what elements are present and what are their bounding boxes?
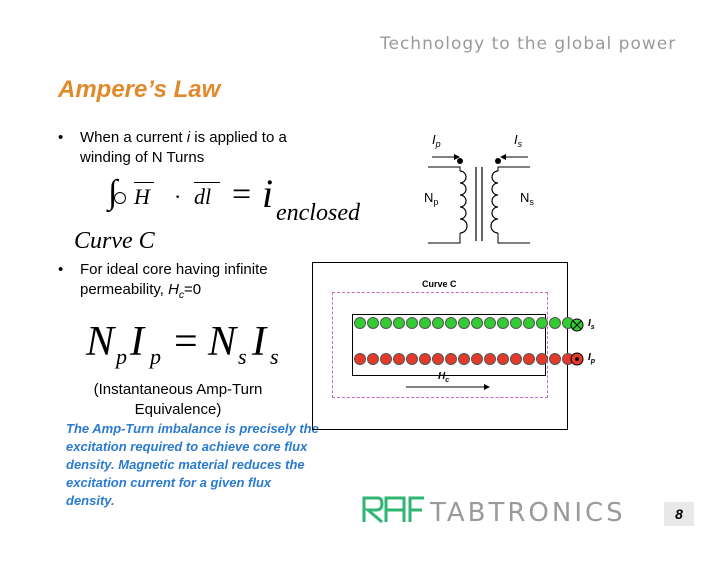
secondary-conductor bbox=[484, 317, 496, 329]
secondary-lead-top bbox=[498, 167, 530, 171]
secondary-lead-bottom bbox=[498, 233, 530, 243]
header-tagline: Technology to the global power bbox=[380, 34, 677, 54]
primary-conductor bbox=[523, 353, 535, 365]
note-text: The Amp-Turn imbalance is precisely the excitation required to achieve core flux density. Magnetic material reduces the excitation current for a given flux density. bbox=[66, 421, 319, 508]
primary-conductor bbox=[419, 353, 431, 365]
formula-dot: · bbox=[174, 184, 182, 209]
formula2-Ns-sub: s bbox=[238, 344, 247, 369]
primary-conductors-row bbox=[354, 353, 574, 367]
secondary-conductor bbox=[406, 317, 418, 329]
raf-logo-icon bbox=[360, 494, 428, 524]
contour-circle bbox=[114, 192, 126, 204]
formula-H: H bbox=[134, 184, 150, 209]
ip-legend-icon bbox=[570, 352, 584, 366]
formula-enclosed: enclosed bbox=[276, 200, 360, 226]
primary-conductor bbox=[484, 353, 496, 365]
secondary-conductor bbox=[549, 317, 561, 329]
bullet-2-line1: For ideal core having infinite bbox=[80, 261, 268, 278]
hc-arrow bbox=[404, 382, 490, 392]
primary-conductor bbox=[536, 353, 548, 365]
formula2-Np-N: N bbox=[86, 319, 115, 365]
transformer-schematic bbox=[420, 125, 570, 255]
is-legend-label: $I_s$ bbox=[588, 318, 595, 331]
secondary-conductor bbox=[354, 317, 366, 329]
bullet-dot: • bbox=[58, 261, 64, 278]
secondary-conductor bbox=[419, 317, 431, 329]
primary-conductor bbox=[458, 353, 470, 365]
secondary-conductor bbox=[510, 317, 522, 329]
formula2-equals: = bbox=[174, 319, 198, 365]
is-legend-icon bbox=[570, 318, 584, 332]
primary-conductor bbox=[367, 353, 379, 365]
bullet-2 bbox=[58, 260, 268, 306]
primary-conductor bbox=[497, 353, 509, 365]
primary-conductor bbox=[510, 353, 522, 365]
formula-dl: dl bbox=[194, 184, 212, 209]
core-curve-label: Curve C bbox=[422, 279, 457, 289]
formula2-Is-sub: s bbox=[270, 344, 279, 369]
vector-bar-h bbox=[134, 182, 154, 183]
bullet-2-line2-a: permeability, bbox=[80, 281, 169, 298]
primary-coil bbox=[460, 171, 467, 233]
contour-integral-sign: ∫ bbox=[108, 174, 118, 211]
bullet-2-line2-b: =0 bbox=[183, 281, 202, 298]
secondary-conductor bbox=[536, 317, 548, 329]
np-label: $N_p$ bbox=[424, 190, 439, 207]
secondary-conductor bbox=[471, 317, 483, 329]
primary-dot bbox=[457, 158, 463, 164]
bullet-2-sub: c bbox=[178, 290, 184, 301]
bullet-1-text-a: When a current bbox=[80, 129, 187, 146]
primary-conductor bbox=[471, 353, 483, 365]
ip-label: $I_p$ bbox=[432, 132, 441, 149]
formula2-Ip-I: I bbox=[130, 319, 144, 365]
primary-conductor bbox=[406, 353, 418, 365]
secondary-conductor bbox=[367, 317, 379, 329]
hc-arrowhead bbox=[484, 384, 490, 390]
amp-turn-formula bbox=[86, 318, 306, 378]
bullet-1 bbox=[58, 128, 287, 168]
secondary-coil bbox=[491, 171, 498, 233]
primary-conductor bbox=[354, 353, 366, 365]
primary-conductor bbox=[549, 353, 561, 365]
formula-i: i bbox=[262, 171, 274, 216]
equivalence-line2: Equivalence) bbox=[134, 401, 222, 418]
primary-conductor bbox=[380, 353, 392, 365]
secondary-conductor bbox=[497, 317, 509, 329]
ampere-law-formula bbox=[100, 170, 390, 232]
bullet-1-text-b: is applied to a bbox=[190, 129, 287, 146]
secondary-conductor bbox=[380, 317, 392, 329]
bullet-1-var: i bbox=[186, 129, 191, 146]
is-label: $I_s$ bbox=[514, 132, 523, 149]
secondary-conductor bbox=[393, 317, 405, 329]
secondary-conductor bbox=[523, 317, 535, 329]
secondary-conductor bbox=[432, 317, 444, 329]
logo-text: TABTRONICS bbox=[430, 498, 626, 528]
vector-bar-dl bbox=[194, 182, 220, 183]
page-number: 8 bbox=[664, 502, 694, 526]
primary-conductor bbox=[393, 353, 405, 365]
formula2-Np-sub: p bbox=[116, 344, 127, 369]
equivalence-line1: (Instantaneous Amp-Turn bbox=[93, 381, 263, 398]
formula2-Is-I: I bbox=[252, 319, 266, 365]
bullet-2-var: H bbox=[168, 281, 179, 298]
secondary-conductors-row bbox=[354, 317, 574, 331]
formula2-Ip-sub: p bbox=[150, 344, 161, 369]
primary-lead-bottom bbox=[428, 233, 460, 243]
bullet-1-line2: winding of N Turns bbox=[80, 149, 205, 166]
ns-label: $N_s$ bbox=[520, 190, 534, 207]
hc-label: $H_c$ bbox=[438, 371, 450, 384]
curve-c-label: Curve C bbox=[74, 228, 155, 254]
secondary-dot bbox=[495, 158, 501, 164]
formula-equals: = bbox=[232, 176, 252, 213]
slide-title: Ampere’s Law bbox=[58, 76, 221, 103]
secondary-conductor bbox=[458, 317, 470, 329]
bullet-dot: • bbox=[58, 129, 64, 146]
primary-conductor bbox=[432, 353, 444, 365]
ip-legend-label: $I_p$ bbox=[588, 352, 596, 365]
secondary-conductor bbox=[445, 317, 457, 329]
is-arrowhead bbox=[500, 154, 506, 160]
primary-lead-top bbox=[428, 167, 460, 171]
equivalence-text bbox=[88, 380, 268, 420]
formula2-Ns-N: N bbox=[208, 319, 237, 365]
primary-conductor bbox=[445, 353, 457, 365]
